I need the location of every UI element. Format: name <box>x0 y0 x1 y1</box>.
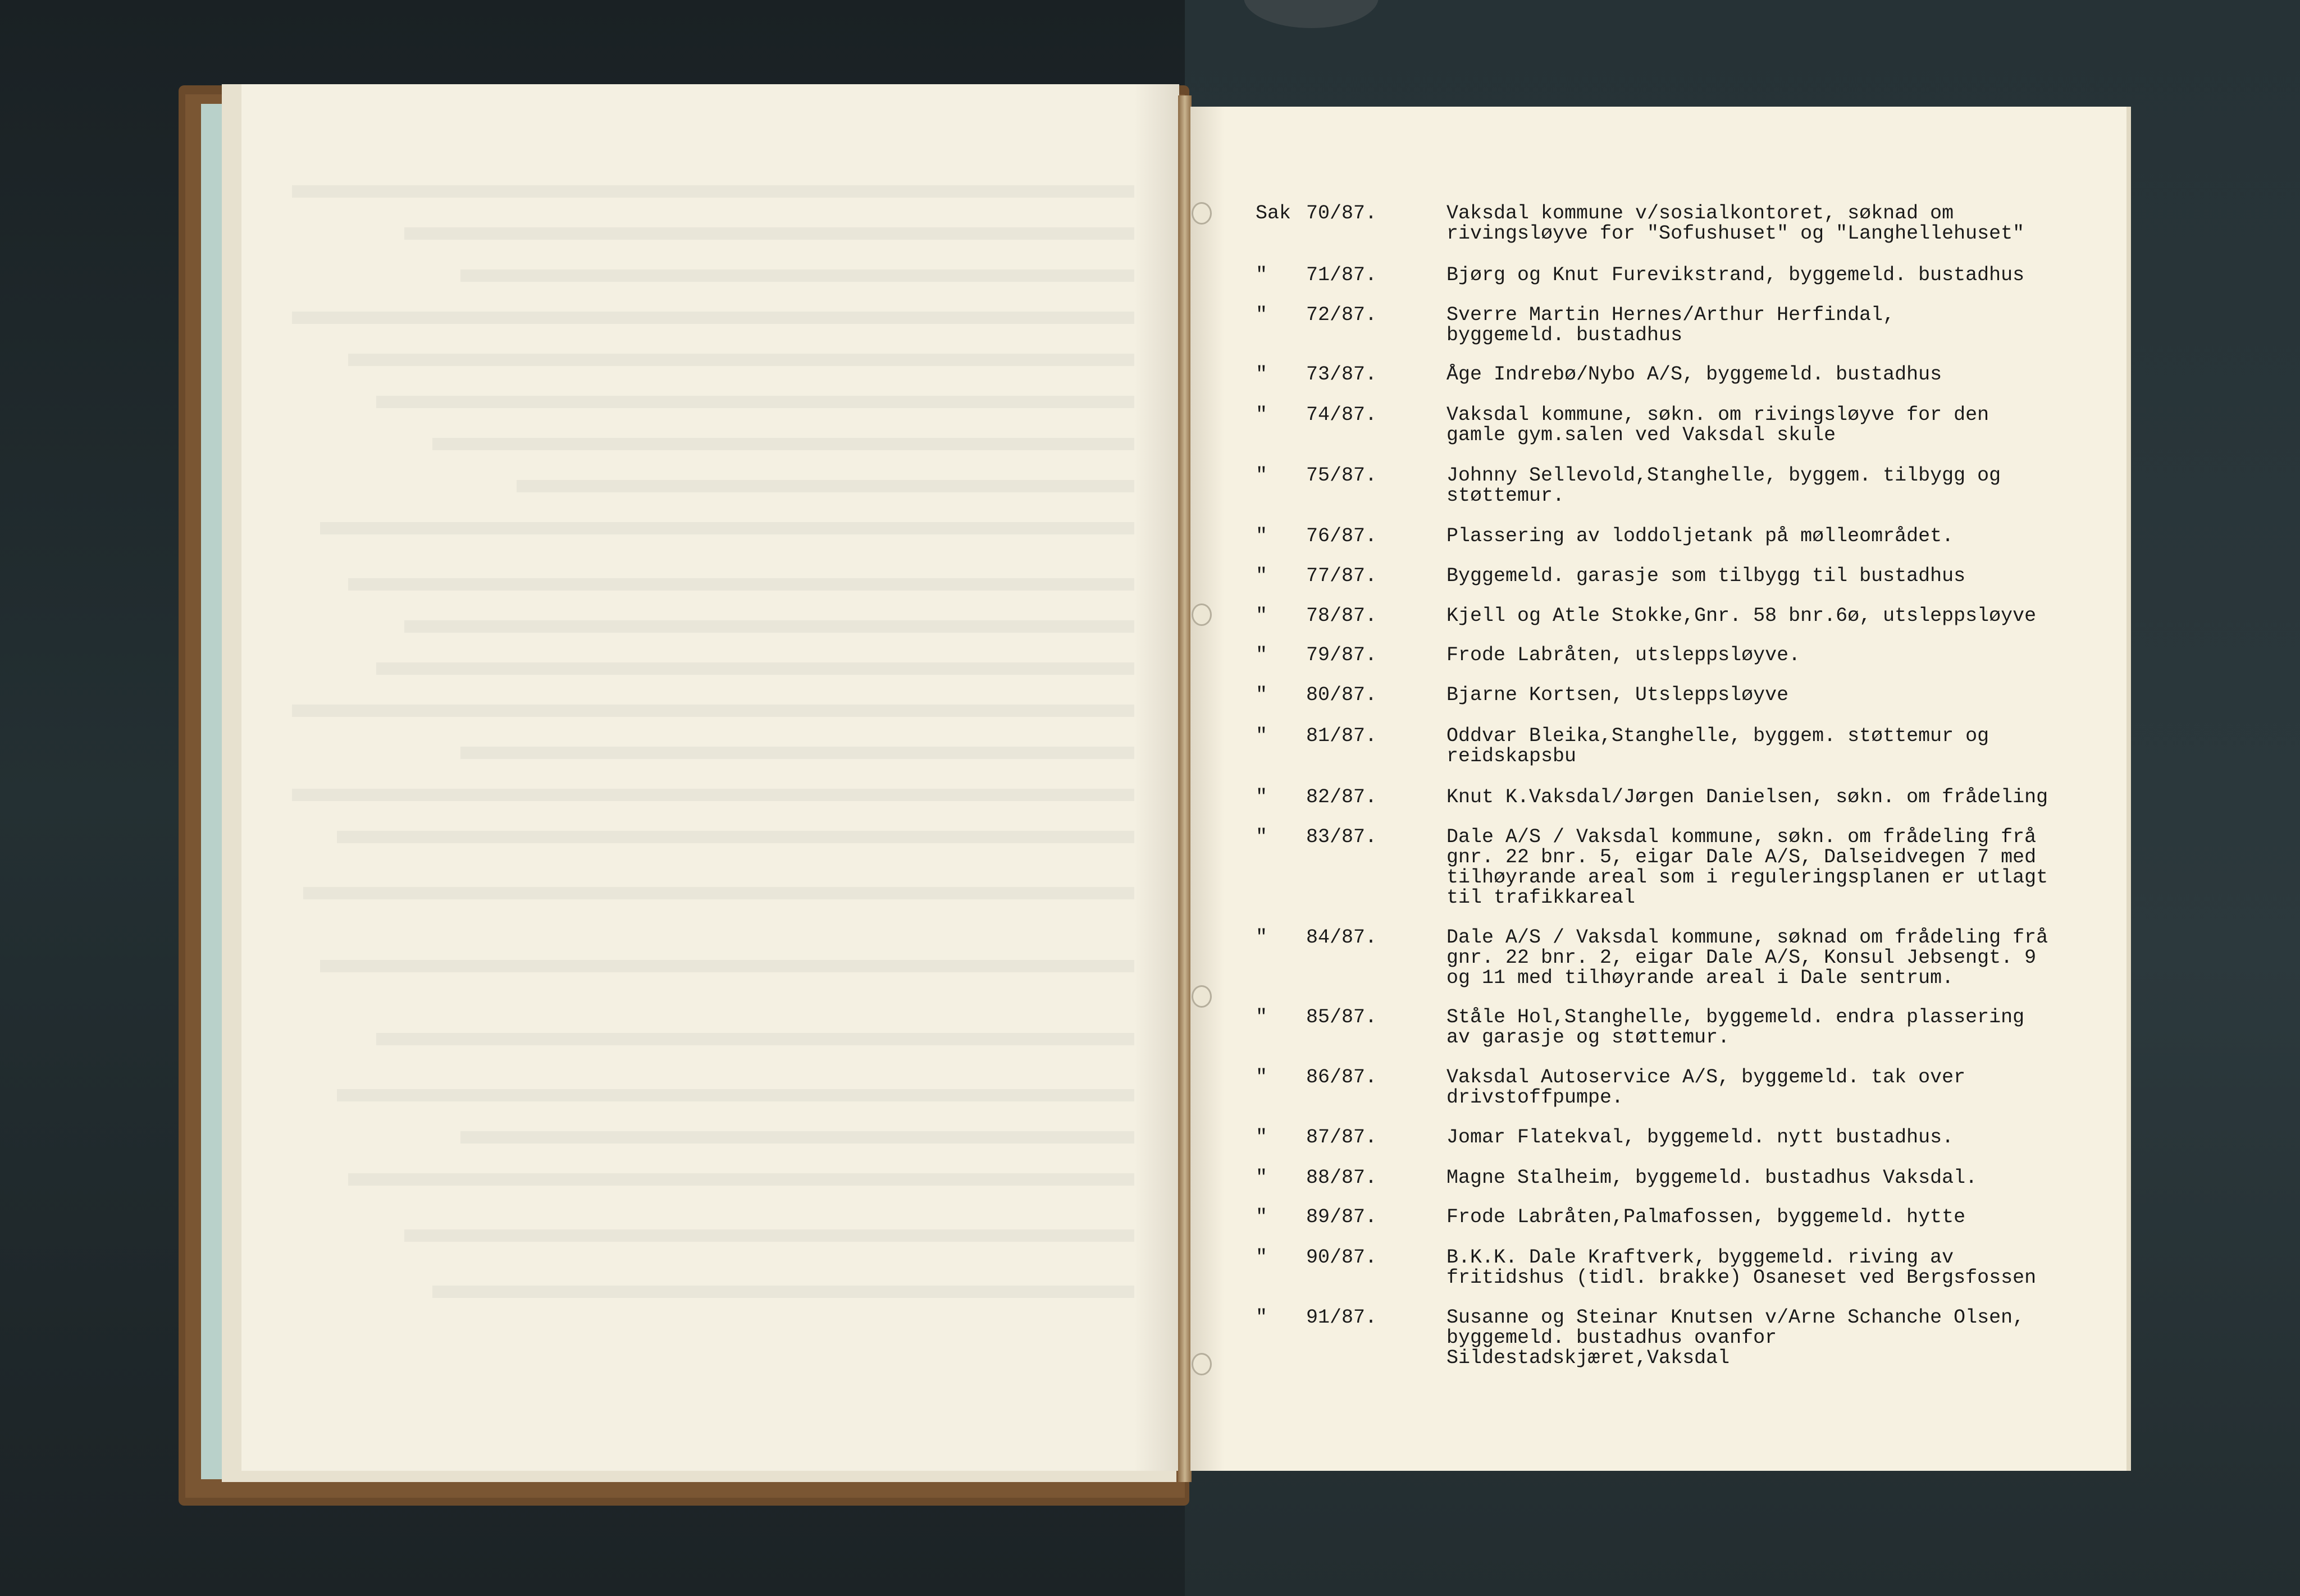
entry-text: til trafikkareal <box>1446 886 1636 909</box>
entry-prefix: " <box>1256 1066 1268 1089</box>
entry-text: av garasje og støttemur. <box>1446 1026 1730 1049</box>
entry-prefix: " <box>1256 684 1268 706</box>
case-number: 76/87. <box>1306 525 1377 547</box>
entry-prefix: " <box>1256 605 1268 627</box>
case-entry <box>1256 305 2036 345</box>
entry-prefix: " <box>1256 1167 1268 1189</box>
case-number: 72/87. <box>1306 304 1377 326</box>
entry-text: tilhøyrande areal som i reguleringsplanen er utlagt <box>1446 866 2048 889</box>
entry-text: Magne Stalheim, byggemeld. bustadhus Vaksdal. <box>1446 1167 1978 1189</box>
entry-prefix: " <box>1256 1126 1268 1149</box>
case-entry <box>1256 203 2036 244</box>
case-number: 74/87. <box>1306 404 1377 426</box>
entry-prefix: " <box>1256 725 1268 747</box>
case-number: 79/87. <box>1306 644 1377 666</box>
entry-text: Jomar Flatekval, byggemeld. nytt bustadhus. <box>1446 1126 1954 1149</box>
case-entry <box>1256 1127 2036 1147</box>
entry-text: Sildestadskjæret,Vaksdal <box>1446 1347 1730 1369</box>
binding-hole <box>1192 1353 1212 1375</box>
entry-text: Oddvar Bleika,Stanghelle, byggem. støttemur og <box>1446 725 1989 747</box>
case-entry <box>1256 1247 2036 1288</box>
bleed-through-text <box>241 84 1179 1471</box>
entry-text: B.K.K. Dale Kraftverk, byggemeld. riving av <box>1446 1246 1954 1269</box>
case-number: 84/87. <box>1306 926 1377 949</box>
case-number: 86/87. <box>1306 1066 1377 1089</box>
case-entry <box>1256 926 2048 989</box>
entry-text: reidskapsbu <box>1446 745 1577 767</box>
case-number: 71/87. <box>1306 264 1377 286</box>
case-number: 75/87. <box>1306 464 1377 487</box>
case-entry <box>1256 1168 2036 1188</box>
entry-text: Åge Indrebø/Nybo A/S, byggemeld. bustadhus <box>1446 363 1942 386</box>
case-entry <box>1256 364 2036 385</box>
entry-prefix: " <box>1256 363 1268 386</box>
entry-text: Bjørg og Knut Furevikstrand, byggemeld. bustadhus <box>1446 264 2025 286</box>
case-number: 73/87. <box>1306 363 1377 386</box>
binding-hole <box>1192 985 1212 1008</box>
entry-prefix: " <box>1256 404 1268 426</box>
entry-text: Bjarne Kortsen, Utsleppsløyve <box>1446 684 1789 706</box>
case-number: 82/87. <box>1306 786 1377 808</box>
case-entry <box>1256 645 2036 665</box>
case-entry <box>1256 1067 2036 1108</box>
case-entry <box>1256 685 2036 705</box>
entry-prefix: " <box>1256 786 1268 808</box>
entry-text: Plassering av loddoljetank på mølleområdet. <box>1446 525 1954 547</box>
entry-prefix: " <box>1256 1006 1268 1028</box>
case-entry <box>1256 526 2036 546</box>
entry-prefix: Sak <box>1256 202 1292 225</box>
entry-text: Kjell og Atle Stokke,Gnr. 58 bnr.6ø, utsleppsløyve <box>1446 605 2037 627</box>
entry-text: Dale A/S / Vaksdal kommune, søknad om frådeling frå <box>1446 926 2048 949</box>
binding-hole <box>1192 202 1212 225</box>
entry-prefix: " <box>1256 926 1268 949</box>
entry-prefix: " <box>1256 644 1268 666</box>
entry-text: Vaksdal kommune, søkn. om rivingsløyve for den <box>1446 404 1989 426</box>
entry-text: Ståle Hol,Stanghelle, byggemeld. endra plassering <box>1446 1006 2025 1028</box>
case-entry <box>1256 465 2036 506</box>
entry-prefix: " <box>1256 826 1268 848</box>
entry-text: Dale A/S / Vaksdal kommune, søkn. om frådeling frå <box>1446 826 2037 848</box>
case-entry <box>1256 826 2048 909</box>
entry-text: drivstoffpumpe. <box>1446 1086 1624 1109</box>
entry-prefix: " <box>1256 1306 1268 1329</box>
case-entry <box>1256 726 2036 766</box>
entry-text: Johnny Sellevold,Stanghelle, byggem. tilbygg og <box>1446 464 2001 487</box>
left-page <box>241 84 1179 1471</box>
case-number: 89/87. <box>1306 1206 1377 1228</box>
entry-text: Frode Labråten,Palmafossen, byggemeld. hytte <box>1446 1206 1966 1228</box>
entry-text: gamle gym.salen ved Vaksdal skule <box>1446 424 1836 446</box>
case-entry <box>1256 786 2048 808</box>
entry-text: Knut K.Vaksdal/Jørgen Danielsen, søkn. om frådeling <box>1446 786 2048 808</box>
entry-prefix: " <box>1256 565 1268 587</box>
entry-text: rivingsløyve for "Sofushuset" og "Langhellehuset" <box>1446 222 2025 245</box>
entry-text: Sverre Martin Hernes/Arthur Herfindal, <box>1446 304 1895 326</box>
entry-text: byggemeld. bustadhus <box>1446 324 1683 346</box>
entry-text: støttemur. <box>1446 484 1565 507</box>
case-entry <box>1256 405 2036 445</box>
case-entry <box>1256 265 2036 285</box>
entry-text: Frode Labråten, utsleppsløyve. <box>1446 644 1801 666</box>
case-number: 87/87. <box>1306 1126 1377 1149</box>
book-spine <box>1178 95 1192 1482</box>
case-entry <box>1256 1007 2036 1048</box>
case-number: 83/87. <box>1306 826 1377 848</box>
entry-text: fritidshus (tidl. brakke) Osaneset ved Bergsfossen <box>1446 1266 2037 1289</box>
case-number: 77/87. <box>1306 565 1377 587</box>
case-entry <box>1256 566 2036 586</box>
entry-prefix: " <box>1256 1246 1268 1269</box>
entry-text: gnr. 22 bnr. 2, eigar Dale A/S, Konsul Jebsengt. 9 <box>1446 946 2037 969</box>
entry-text: Byggemeld. garasje som tilbygg til bustadhus <box>1446 565 1966 587</box>
entry-text: Vaksdal kommune v/sosialkontoret, søknad om <box>1446 202 1954 225</box>
case-number: 90/87. <box>1306 1246 1377 1269</box>
case-number: 88/87. <box>1306 1167 1377 1189</box>
case-number: 70/87. <box>1306 202 1377 225</box>
entry-prefix: " <box>1256 1206 1268 1228</box>
case-number: 81/87. <box>1306 725 1377 747</box>
case-entry <box>1256 1307 2036 1368</box>
case-number: 91/87. <box>1306 1306 1377 1329</box>
case-entry <box>1256 1207 2036 1227</box>
entry-text: Vaksdal Autoservice A/S, byggemeld. tak over <box>1446 1066 1966 1089</box>
entry-text: gnr. 22 bnr. 5, eigar Dale A/S, Dalseidvegen 7 med <box>1446 846 2037 868</box>
binding-hole <box>1192 603 1212 626</box>
entry-prefix: " <box>1256 264 1268 286</box>
entry-text: Susanne og Steinar Knutsen v/Arne Schanche Olsen, <box>1446 1306 2025 1329</box>
case-number: 80/87. <box>1306 684 1377 706</box>
entry-prefix: " <box>1256 304 1268 326</box>
case-number: 78/87. <box>1306 605 1377 627</box>
entry-prefix: " <box>1256 464 1268 487</box>
entry-text: og 11 med tilhøyrande areal i Dale sentrum. <box>1446 967 1954 989</box>
case-number: 85/87. <box>1306 1006 1377 1028</box>
entry-text: byggemeld. bustadhus ovanfor <box>1446 1327 1777 1349</box>
entry-prefix: " <box>1256 525 1268 547</box>
case-entry <box>1256 606 2036 626</box>
